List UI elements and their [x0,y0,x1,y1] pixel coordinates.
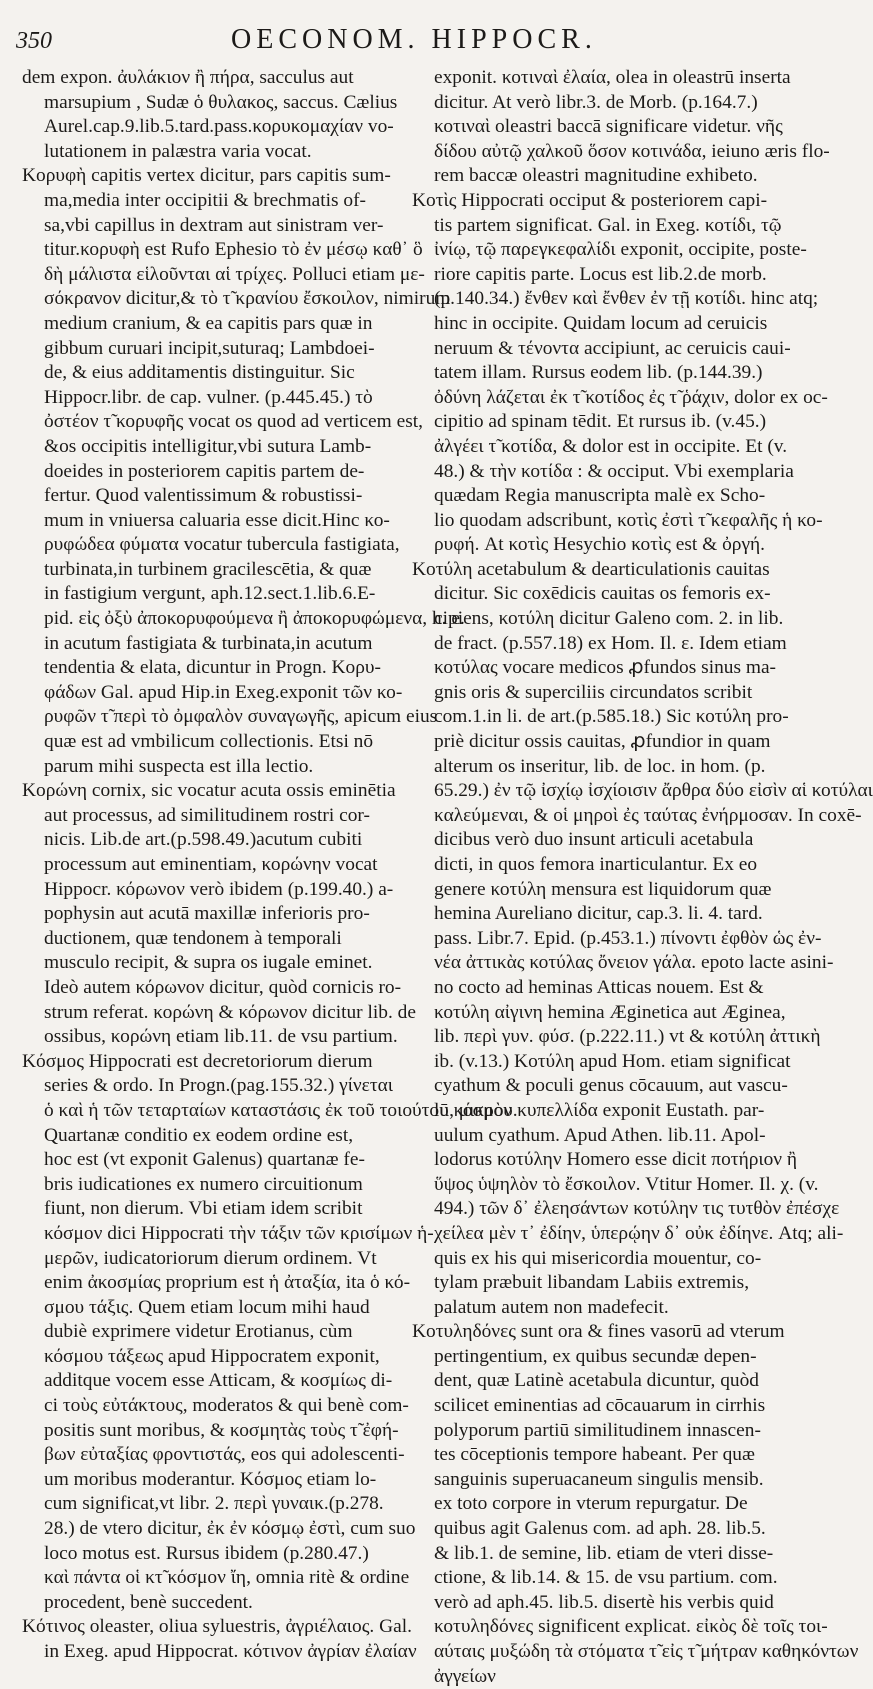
running-title: OECONOM. HIPPOCR. [231,24,597,55]
text-line: strum referat. κορώνη & κόρωνον dicitur lib. de [44,1001,416,1023]
text-line: bris iudicationes ex numero circuitionum [44,1173,363,1195]
text-line: fertur. Quod valentissimum & robustissi- [44,485,363,507]
text-line: in fastigium vergunt, aph.12.sect.1.lib.6.E- [44,583,376,605]
text-line: Quartanæ conditio ex eodem ordine est, [44,1124,354,1146]
text-line: ρυφή. At κοτὶς Hesychio κοτὶς est & ὀργή. [434,534,766,556]
text-line: quædam Regia manuscripta malè ex Scho- [434,485,766,507]
text-line: doeides in posteriorem capitis partem de- [44,460,365,482]
text-line: δίδου αὐτῷ χαλκοῦ ὅσον κοτινάδα, ieiuno æris flo- [434,140,830,162]
text-line: de, & eius additamentis distinguitur. Sic [44,362,355,384]
text-line: 494.) τῶν δ᾽ ἐλεησάντων κοτύλην τις τυτθὸν ἐπέσχε [434,1198,840,1220]
text-line: turbinata,in turbinem gracilescētia, & quæ [44,558,372,580]
text-line: ἀλγέει τ̃ κοτίδα, & dolor est in occipite. Et (v. [434,435,788,457]
text-line: riore capitis parte. Locus est lib.2.de morb. [434,263,767,285]
text-line: Aurel.cap.9.lib.5.tard.pass.κορυκομαχίαν vo- [44,116,394,138]
text-line: dent, quæ Latinè acetabula dicuntur, quòd [434,1370,759,1392]
text-line: aut processus, ad similitudinem rostri cor- [44,804,370,826]
text-line: Hippocr. κόρωνον verò ibidem (p.199.40.) a- [44,878,394,900]
left-column [22,66,518,1665]
text-line: lutationem in palæstra varia vocat. [44,140,312,162]
text-line: χείλεα μὲν τ᾽ ἐδίην, ὑπερῴην δ᾽ οὐκ ἐδίηνε. Atq; ali- [434,1222,844,1244]
text-line: sa,vbi capillus in dextram aut sinistram ver- [44,214,384,236]
text-line: medium cranium, & ea capitis pars quæ in [44,312,373,334]
text-line: dicti, in quos femora inarticulantur. Ex eo [434,854,758,875]
text-line: & lib.1. de semine, lib. etiam de vteri disse- [434,1542,774,1564]
text-line: cyathum & poculi genus cōcauum, aut vascu- [434,1075,788,1097]
text-line: ρυφώδεα φύματα vocatur tubercula fastigiata, [44,534,400,556]
text-line: hinc in occipite. Quidam locum ad ceruicis [434,312,768,334]
text-line: Κόσμος Hippocrati est decretoriorum dierum [22,1050,373,1072]
text-line: cum significat,vt libr. 2. περὶ γυναικ.(p.278. [44,1493,384,1515]
text-line: tatem illam. Rursus eodem lib. (p.144.39.) [434,362,763,384]
text-line: κόσμον dici Hippocrati τὴν τάξιν τῶν κρισίμων ἡ- [44,1222,434,1244]
text-line: ὀστέον τ̃ κορυφῆς vocat os quod ad verticem est, [44,411,423,433]
text-line: pid. εἰς ὀξὺ ἀποκορυφούμενα ἢ ἀποκορυφώμενα, h. e. [44,608,465,630]
text-line: Κοτυληδόνες sunt ora & fines vasorū ad vterum [412,1321,785,1343]
text-line: in Exeg. apud Hippocrat. κότινον ἀγρίαν ἐλαίαν [44,1641,417,1662]
text-line: dicibus verò duo insunt articuli acetabula [434,829,754,851]
text-line: nicis. Lib.de art.(p.598.49.)acutum cubiti [44,829,363,851]
text-line: ib. (v.13.) Κοτύλη apud Hom. etiam significat [434,1050,791,1072]
text-line: exponit. κοτιναὶ ἐλαία, olea in oleastrū inserta [434,67,791,88]
text-line: ctione, & lib.14. & 15. de vsu partium. com. [434,1567,778,1589]
text-line: quis ex his qui misericordia mouentur, co- [434,1247,762,1269]
text-line: mum in vniuersa caluaria esse dicit.Hinc κο- [44,509,390,531]
text-line: positis sunt moribus, & κοσμητὰς τοὺς τ̃ ἐφή- [44,1419,399,1441]
text-line: κόσμου τάξεως apud Hippocratem exponit, [44,1345,380,1367]
text-line: κοτιναὶ oleastri baccā significare videtur. νῆς [434,116,783,138]
text-line: Hippocr.libr. de cap. vulner. (p.445.45.) τὸ [44,386,373,408]
text-line: Ideò autem κόρωνον dicitur, quòd cornicis ro- [44,976,402,998]
text-line: pertingentium, ex quibus secundæ depen- [434,1345,757,1367]
text-line: processum aut eminentiam, κορώνην vocat [44,854,378,875]
text-line: series & ordo. In Progn.(pag.155.32.) γίνεται [44,1075,393,1097]
text-line: lib. περὶ γυν. φύσ. (p.222.11.) vt & κοτύλη ἀττικὴ [434,1026,821,1048]
text-line: κοτυληδόνες significent explicat. εἰκὸς δὲ τοῖς τοι- [434,1616,828,1638]
text-line: pophysin aut acutā maxillæ inferioris pro- [44,903,370,925]
text-line: titur.κορυφὴ est Rufo Ephesio τὸ ἐν μέσῳ καθ᾽ ὃ [44,239,423,261]
text-line: δὴ μάλιστα εἱλοῦνται αἱ τρίχες. Polluci etiam με- [44,263,425,285]
text-line: 28.) de vtero dicitur, ἐκ ἐν κόσμῳ ἐστὶ, cum suo [44,1518,416,1540]
text-line: φάδων Gal. apud Hip.in Exeg.exponit τῶν κο- [44,681,403,703]
text-line: ὀδύνη λάζεται ἐκ τ̃ κοτίδος ἐς τ̃ ῥάχιν, dolor ex oc- [434,386,828,408]
text-line: no cocto ad heminas Atticas nouem. Est & [434,976,764,998]
text-line: um moribus moderantur. Κόσμος etiam lo- [44,1468,377,1490]
text-line: ductionem, quæ tendonem à temporali [44,927,342,949]
text-line: ci τοὺς εὐτάκτους, moderatos & qui benè com- [44,1395,409,1417]
text-line: parum mihi suspecta est illa lectio. [44,755,314,777]
text-line: fiunt, non dierum. Vbi etiam idem scribit [44,1198,363,1220]
text-line: palatum autem non madefecit. [434,1296,669,1318]
text-line: μερῶν, iudicatoriorum dierum ordinem. Vt [44,1247,377,1269]
text-line: &os occipitis intelligitur,vbi sutura Lamb- [44,435,372,457]
text-line: κοτύλη αἰγινη hemina Æginetica aut Æginea, [434,1001,786,1023]
text-line: (p.140.34.) ἔνθεν καὶ ἔνθεν ἐν τῇ κοτίδι. hinc atq; [434,288,819,310]
text-line: lio quodam adscribunt, κοτὶς ἐστὶ τ̃ κεφαλῆς ἡ κο- [434,509,823,531]
text-line: σόκρανον dicitur,& τὸ τ̃ κρανίου ἔσκοιλον, nimirum [44,288,451,310]
text-line: σμου τάξις. Quem etiam locum mihi haud [44,1296,370,1318]
text-line: com.1.in li. de art.(p.585.18.) Sic κοτύλη pro- [434,706,789,728]
text-line: in acutum fastigiata & turbinata,in acutum [44,632,373,654]
text-line: ὁ καὶ ἡ τῶν τεταρταίων καταστάσις ἐκ τοῦ τοιούτου κόσμου. [44,1099,518,1121]
text-line: Κορώνη cornix, sic vocatur acuta ossis eminētia [22,780,396,802]
right-column [412,66,873,1689]
text-line: sanguinis superuacaneum singulis mensib. [434,1468,764,1490]
text-line: ma,media inter occipitii & brechmatis of- [44,189,366,211]
text-line: lodorus κοτύλην Homero esse dicit ποτήριον ἢ [434,1149,798,1171]
text-line: de fract. (p.557.18) ex Hom. Il. ε. Idem etiam [434,632,787,654]
text-line: polyporum partiū similitudinem innascen- [434,1419,761,1441]
text-line: ossibus, κορώνη etiam lib.11. de vsu partium. [44,1026,398,1048]
text-line: tis partem significat. Gal. in Exeg. κοτίδι, τῷ [434,214,782,236]
text-line: gibbum curuari incipit,suturaq; Lambdoei- [44,337,375,359]
text-line: cipiens, κοτύλη dicitur Galeno com. 2. in lib. [434,608,784,630]
text-line: additque vocem esse Atticam, & κοσμίως di- [44,1370,393,1392]
text-line: dem expon. ἀυλάκιον ἢ πήρα, sacculus aut [22,67,354,88]
text-line: κοτύλας vocare medicos ꝓfundos sinus ma- [434,657,777,679]
text-line: ἀγγείων [434,1665,496,1687]
text-line: loco motus est. Rursus ibidem (p.280.47.) [44,1542,369,1564]
text-line: gnis oris & superciliis circundatos scribit [434,681,753,703]
text-line: quæ est ad vmbilicum collectionis. Etsi nō [44,731,374,753]
text-line: uulum cyathum. Apud Athen. lib.11. Apol- [434,1124,766,1146]
text-line: 65.29.) ἐν τῷ ἰσχίῳ ἰσχίοισιν ἄρθρα δύο εἰσὶν αἱ κοτύλαι [434,780,873,802]
text-line: priè dicitur ossis cauitas, ꝓfundior in quam [434,731,771,753]
text-line: Κοτὶς Hippocrati occiput & posteriorem capi- [412,189,768,211]
text-line: hemina Aureliano dicitur, cap.3. li. 4. tard. [434,903,763,925]
text-line: musculo recipit, & supra os iugale eminet. [44,952,373,974]
text-line: βων εὐταξίας φροντιστάς, eos qui adolescenti- [44,1444,405,1466]
text-line: νέα ἀττικὰς κοτύλας ὄνειον γάλα. epoto lacte asini- [434,952,834,974]
text-line: neruum & τένοντα accipiunt, ac ceruicis caui- [434,337,791,359]
text-line: hoc est (vt exponit Galenus) quartanæ fe- [44,1149,365,1171]
text-line: procedent, benè succedent. [44,1591,253,1613]
text-line: 48.) & τὴν κοτίδα : & occiput. Vbi exemplaria [434,460,794,482]
page-number: 350 [16,28,52,54]
text-line: tylam præbuit libandam Labiis extremis, [434,1272,750,1294]
text-line: scilicet eminentias ad cōcauarum in cirrhis [434,1395,766,1417]
text-line: genere κοτύλη mensura est liquidorum quæ [434,878,772,900]
page-header [16,22,790,64]
text-line: ὕψος ὑψηλὸν τὸ ἔσκοιλον. Vtitur Homer. Il. χ. (v. [434,1173,819,1195]
text-line: tes cōceptionis tempore habeant. Per quæ [434,1444,755,1466]
text-line: αύταις μυξώδη τὰ στόματα τ̃ εἰς τ̃ μήτραν καθηκόντων [434,1641,859,1662]
text-line: dicitur. Sic coxēdicis cauitas os femoris ex- [434,583,771,605]
text-line: verò ad aph.45. lib.5. disertè his verbis quid [434,1591,774,1613]
text-line: marsupium , Sudæ ὁ θυλακος, saccus. Cælius [44,91,398,113]
text-line: alterum os inseritur, lib. de loc. in hom. (p. [434,755,766,777]
text-line: Κορυφὴ capitis vertex dicitur, pars capitis sum- [22,165,391,187]
text-line: Κοτύλη acetabulum & dearticulationis cauitas [412,558,770,580]
text-line: pass. Libr.7. Epid. (p.453.1.) πίνοντι ἐφθὸν ὡς ἐν- [434,927,822,949]
text-line: enim ἀκοσμίας proprium est ἡ ἀταξία, ita ὁ κό- [44,1272,411,1294]
text-line: Κότινος oleaster, oliua syluestris, ἀγριέλαιος. Gal. [22,1616,412,1638]
text-line: καὶ πάντα οἱ κτ̃ κόσμον ἴη, omnia ritè & ordine [44,1567,410,1589]
text-line: ex toto corpore in vterum repurgatur. De [434,1493,748,1515]
text-line: cipitio ad spinam tēdit. Et rursus ib. (v.45.) [434,411,767,433]
text-line: ἰνίῳ, τῷ παρεγκεφαλίδι exponit, occipite, poste- [434,239,807,261]
text-line: lū, μικρὸν κυπελλίδα exponit Eustath. par- [434,1099,765,1121]
text-line: tendentia & elata, dicuntur in Progn. Κορυ- [44,657,381,679]
text-line: καλεύμεναι, & οἱ μηροὶ ἐς ταύτας ἐνήρμοσαν. In coxē- [434,804,862,826]
text-line: dicitur. At verò libr.3. de Morb. (p.164.7.) [434,91,758,113]
text-line: dubiè exprimere videtur Erotianus, cùm [44,1321,353,1343]
text-line: quibus agit Galenus com. ad aph. 28. lib.5. [434,1518,766,1540]
text-line: ρυφῶν τ̃ περὶ τὸ ὀμφαλὸν συναγωγῆς, apicum eius [44,706,438,728]
text-line: rem baccæ oleastri magnitudine exhibeto. [434,165,758,187]
